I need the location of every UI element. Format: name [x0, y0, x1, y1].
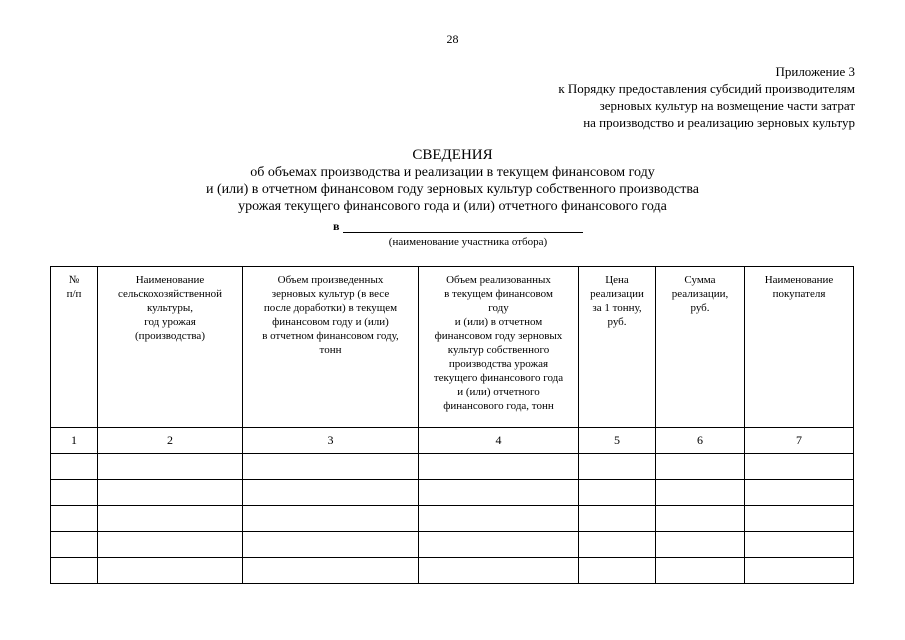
- table-cell: [579, 480, 656, 506]
- column-header-line: за 1 тонну,: [592, 302, 642, 314]
- column-header-line: и (или) отчетного: [457, 386, 540, 398]
- column-header-line: Наименование: [764, 274, 834, 286]
- table-cell: [243, 558, 419, 584]
- column-header-line: культур собственного: [447, 344, 550, 356]
- page-number: 28: [446, 32, 459, 46]
- column-header-line: финансовом году и (или): [272, 316, 389, 328]
- participant-fill-line: [343, 232, 583, 233]
- table-cell: [51, 506, 98, 532]
- table-cell: [745, 480, 854, 506]
- table-cell: [745, 558, 854, 584]
- table-cell: [98, 558, 243, 584]
- appendix-line: на производство и реализацию зерновых культур: [583, 115, 855, 130]
- table-cell: [579, 454, 656, 480]
- column-header-line: руб.: [607, 316, 627, 328]
- table-cell: [419, 506, 579, 532]
- appendix-line: Приложение 3: [775, 64, 855, 79]
- column-header-buyer: [745, 267, 854, 428]
- table-cell: [98, 480, 243, 506]
- column-header-line: сельскохозяйственной: [117, 288, 223, 300]
- table-cell: [243, 532, 419, 558]
- column-header-price: [579, 267, 656, 428]
- document-subtitle-line: об объемах производства и реализации в текущем финансовом году: [250, 165, 655, 180]
- table-row: [51, 558, 854, 584]
- column-header-line: производства урожая: [448, 358, 549, 370]
- table-cell: [656, 480, 745, 506]
- column-header-sold-volume: [419, 267, 579, 428]
- column-number-cell: 6: [656, 428, 745, 454]
- table-cell: [419, 480, 579, 506]
- table-row: [51, 506, 854, 532]
- table-cell: [51, 558, 98, 584]
- column-header-line: Объем произведенных: [277, 274, 384, 286]
- table-cell: [419, 558, 579, 584]
- table-cell: [579, 506, 656, 532]
- column-header-line: зерновых культур (в весе: [271, 288, 390, 300]
- column-header-line: Объем реализованных: [446, 274, 551, 286]
- column-header-line: в текущем финансовом: [444, 288, 553, 300]
- participant-prefix: в: [333, 219, 340, 233]
- table-row: [51, 532, 854, 558]
- column-number-cell: 7: [745, 428, 854, 454]
- table-cell: [656, 454, 745, 480]
- appendix-line: зерновых культур на возмещение части затрат: [599, 98, 855, 113]
- column-header-line: реализации,: [671, 288, 729, 300]
- data-table: [50, 266, 854, 584]
- column-header-line: финансового года, тонн: [443, 400, 554, 412]
- table-cell: [745, 454, 854, 480]
- column-number-cell: 4: [419, 428, 579, 454]
- table-cell: [579, 558, 656, 584]
- appendix-header: [558, 63, 855, 131]
- table-cell: [656, 532, 745, 558]
- column-header-line: финансовом году зерновых: [434, 330, 563, 342]
- column-header-sales-amount: [656, 267, 745, 428]
- table-cell: [98, 506, 243, 532]
- column-header-line: Сумма: [684, 274, 716, 286]
- table-cell: [243, 506, 419, 532]
- table-cell: [745, 506, 854, 532]
- column-number-row: [51, 428, 854, 454]
- column-header-number: [51, 267, 98, 428]
- column-header-line: год урожая: [144, 316, 196, 328]
- table-row: [51, 480, 854, 506]
- column-header-line: (производства): [135, 330, 205, 342]
- column-header-line: п/п: [66, 288, 82, 300]
- column-header-line: Цена: [605, 274, 629, 286]
- column-header-line: году: [488, 302, 509, 314]
- column-header-line: Наименование: [135, 274, 205, 286]
- table-cell: [98, 454, 243, 480]
- participant-caption: (наименование участника отбора): [388, 236, 548, 248]
- column-header-line: руб.: [690, 302, 710, 314]
- table-cell: [419, 454, 579, 480]
- table-header-row: [51, 267, 854, 428]
- column-number-cell: 1: [51, 428, 98, 454]
- document-subtitle-line: и (или) в отчетном финансовом году зерновых культур собственного производства: [205, 182, 699, 197]
- column-number-cell: 2: [98, 428, 243, 454]
- table-cell: [745, 532, 854, 558]
- column-header-line: после доработки) в текущем: [263, 302, 398, 314]
- column-header-line: покупателя: [772, 288, 826, 300]
- document-title: СВЕДЕНИЯ: [412, 147, 493, 163]
- table-cell: [243, 480, 419, 506]
- column-number-cell: 5: [579, 428, 656, 454]
- table-cell: [51, 532, 98, 558]
- column-header-line: в отчетном финансовом году,: [262, 330, 399, 342]
- column-header-crop-name: [98, 267, 243, 428]
- document-subtitle-line: урожая текущего финансового года и (или) отчетного финансового года: [238, 199, 667, 214]
- table-cell: [51, 454, 98, 480]
- table-cell: [656, 558, 745, 584]
- column-header-line: реализации: [590, 288, 644, 300]
- table-cell: [656, 506, 745, 532]
- table-cell: [51, 480, 98, 506]
- table-cell: [98, 532, 243, 558]
- appendix-line: к Порядку предоставления субсидий производителям: [558, 81, 855, 96]
- table-cell: [419, 532, 579, 558]
- column-header-line: культуры,: [146, 302, 194, 314]
- table-cell: [579, 532, 656, 558]
- column-number-cell: 3: [243, 428, 419, 454]
- column-header-produced-volume: [243, 267, 419, 428]
- document-title-block: [0, 147, 905, 215]
- column-header-line: текущего финансового года: [433, 372, 564, 384]
- column-header-line: и (или) в отчетном: [454, 316, 543, 328]
- table-cell: [243, 454, 419, 480]
- column-header-line: тонн: [319, 344, 342, 356]
- table-row: [51, 454, 854, 480]
- column-header-line: №: [68, 274, 80, 286]
